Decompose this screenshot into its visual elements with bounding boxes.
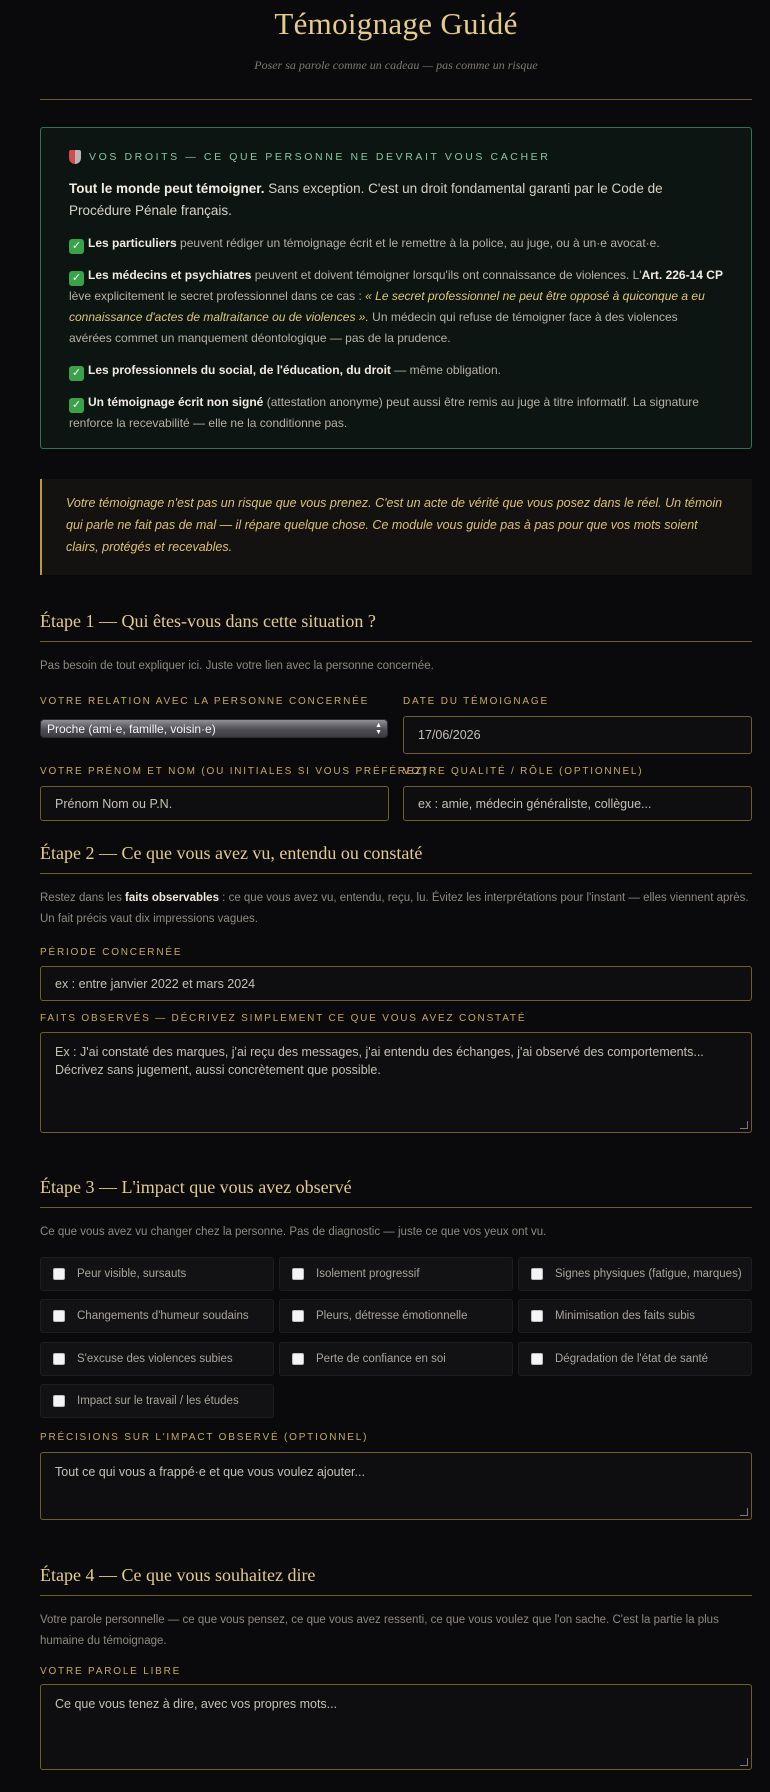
- check-icon: ✓: [69, 398, 84, 413]
- relation-select[interactable]: [40, 719, 388, 738]
- role-input[interactable]: ex : amie, médecin généraliste, collègue...: [403, 786, 752, 821]
- step-2-title: Étape 2 — Ce que vous avez vu, entendu ou constaté: [40, 843, 423, 863]
- step-divider: [40, 873, 752, 874]
- rights-lead-bold: Tout le monde peut témoigner.: [69, 181, 265, 196]
- rights-lead: [69, 178, 723, 222]
- impact-option-label: Dégradation de l'état de santé: [555, 1353, 709, 1365]
- role-label: VOTRE QUALITÉ / RÔLE (OPTIONNEL): [403, 766, 644, 777]
- rights-item: [69, 392, 723, 434]
- intro-text: Restez dans les: [40, 892, 126, 904]
- step-divider: [40, 1595, 752, 1596]
- rights-item: [69, 360, 723, 381]
- impact-details-placeholder: Tout ce qui vous a frappé·e et que vous voulez ajouter...: [55, 1465, 365, 1479]
- impact-option-label: Impact sur le travail / les études: [77, 1395, 239, 1407]
- resize-handle-icon[interactable]: [740, 1121, 748, 1129]
- checkbox[interactable]: [53, 1310, 65, 1322]
- rights-item-text: (attestation anonyme) peut aussi être remis au juge à titre informatif. La signature renforce la recevabilité — elle ne la conditionne pas.: [69, 395, 699, 430]
- free-word-label: VOTRE PAROLE LIBRE: [40, 1666, 182, 1677]
- impact-option-label: Isolement progressif: [316, 1268, 420, 1280]
- step-divider: [40, 1207, 752, 1208]
- facts-label: FAITS OBSERVÉS — DÉCRIVEZ SIMPLEMENT CE QUE VOUS AVEZ CONSTATÉ: [40, 1013, 527, 1024]
- impact-option[interactable]: [518, 1299, 752, 1333]
- rights-item-bold: Les médecins et psychiatres: [88, 268, 252, 282]
- rights-item-text: lève explicitement le secret professionnel dans ce cas :: [69, 289, 366, 303]
- step-divider: [40, 641, 752, 642]
- rights-panel: [40, 127, 752, 449]
- intro-bold: faits observables: [125, 892, 219, 904]
- impact-option-label: Signes physiques (fatigue, marques): [555, 1268, 742, 1280]
- free-word-placeholder: Ce que vous tenez à dire, avec vos propres mots...: [55, 1697, 338, 1711]
- facts-textarea[interactable]: [40, 1032, 752, 1133]
- step-2: [40, 843, 752, 1077]
- rights-item-text: Un médecin qui refuse de témoigner face à des violences avérées commet un manquement déontologique — pas de la prudence.: [69, 310, 678, 345]
- rights-item: [69, 265, 723, 349]
- impact-option[interactable]: [279, 1342, 513, 1376]
- resize-handle-icon[interactable]: [740, 1758, 748, 1766]
- impact-option-label: Changements d'humeur soudains: [77, 1310, 249, 1322]
- checkbox[interactable]: [531, 1310, 543, 1322]
- impact-option[interactable]: [518, 1257, 752, 1291]
- rights-item-bold: Les particuliers: [88, 236, 177, 250]
- date-label: DATE DU TÉMOIGNAGE: [403, 696, 549, 707]
- checkbox[interactable]: [531, 1268, 543, 1280]
- impact-option-label: Perte de confiance en soi: [316, 1353, 446, 1365]
- step-1: [40, 611, 752, 811]
- select-arrows-icon: ▲ ▼: [375, 722, 382, 736]
- rights-item: [69, 233, 723, 254]
- impact-option-label: S'excuse des violences subies: [77, 1353, 233, 1365]
- header-divider: [40, 99, 752, 100]
- intro-quote: Votre témoignage n'est pas un risque que vous prenez. C'est un acte de vérité que vous posez dans le réel. Un témoin qui parle ne fait pas de mal — il répare quelque chose. Ce module vous guide pas à pas pour que vos mots soient clairs, protégés et recevables.: [40, 479, 752, 575]
- checkbox[interactable]: [292, 1268, 304, 1280]
- date-input[interactable]: 17/06/2026: [403, 716, 752, 754]
- intro-text: : ce que vous avez vu, entendu, reçu, lu. Évitez les interprétations pour l'instant — elles viennent après. Un fait précis vaut dix impressions vagues.: [40, 892, 749, 925]
- impact-option[interactable]: [40, 1342, 274, 1376]
- rights-item-bold: Les professionnels du social, de l'éducation, du droit: [88, 363, 391, 377]
- shield-icon: [69, 150, 81, 164]
- rights-lead-text: Sans exception. C'est un droit fondamental garanti par le Code de Procédure Pénale français.: [69, 181, 663, 218]
- impact-option[interactable]: [40, 1384, 274, 1418]
- resize-handle-icon[interactable]: [740, 1508, 748, 1516]
- impact-details-label: PRÉCISIONS SUR L'IMPACT OBSERVÉ (OPTIONNEL): [40, 1432, 369, 1443]
- step-4-title: Étape 4 — Ce que vous souhaitez dire: [40, 1565, 316, 1585]
- step-4-intro: Votre parole personnelle — ce que vous pensez, ce que vous avez ressenti, ce que vous voulez que l'on sache. C'est la partie la plus humaine du témoignage.: [40, 1614, 719, 1647]
- rights-item-quote: « Le secret professionnel ne peut être opposé à quiconque a eu connaissance d'actes de maltraitance ou de violences ».: [69, 289, 705, 324]
- check-icon: ✓: [69, 271, 84, 286]
- checkbox[interactable]: [53, 1268, 65, 1280]
- impact-option[interactable]: [40, 1257, 274, 1291]
- rights-item-text: — même obligation.: [390, 363, 501, 377]
- step-2-intro: [40, 888, 752, 930]
- period-label: PÉRIODE CONCERNÉE: [40, 947, 183, 958]
- impact-option[interactable]: [518, 1342, 752, 1376]
- step-3-intro: Ce que vous avez vu changer chez la personne. Pas de diagnostic — juste ce que vos yeux ont vu.: [40, 1226, 547, 1238]
- checkbox[interactable]: [292, 1310, 304, 1322]
- impact-option-label: Peur visible, sursauts: [77, 1268, 187, 1280]
- step-1-title: Étape 1 — Qui êtes-vous dans cette situation ?: [40, 611, 376, 631]
- step-3-title: Étape 3 — L'impact que vous avez observé: [40, 1177, 352, 1197]
- relation-select-value: Proche (ami·e, famille, voisin·e): [47, 721, 216, 736]
- step-4: [40, 1565, 752, 1711]
- impact-option-label: Minimisation des faits subis: [555, 1310, 695, 1322]
- rights-heading: [69, 150, 723, 164]
- impact-option[interactable]: [279, 1257, 513, 1291]
- free-word-textarea[interactable]: [40, 1684, 752, 1770]
- step-3: [40, 1177, 752, 1479]
- rights-item-article: Art. 226-14 CP: [641, 268, 723, 282]
- name-input[interactable]: Prénom Nom ou P.N.: [40, 786, 389, 821]
- step-1-intro: Pas besoin de tout expliquer ici. Juste votre lien avec la personne concernée.: [40, 660, 434, 672]
- page-subtitle: Poser sa parole comme un cadeau — pas comme un risque: [254, 58, 538, 72]
- page-title: Témoignage Guidé: [274, 6, 518, 41]
- relation-label: VOTRE RELATION AVEC LA PERSONNE CONCERNÉE: [40, 696, 370, 707]
- checkbox[interactable]: [53, 1395, 65, 1407]
- checkbox[interactable]: [531, 1353, 543, 1365]
- rights-item-bold: Un témoignage écrit non signé: [88, 395, 264, 409]
- check-icon: ✓: [69, 366, 84, 381]
- impact-option-label: Pleurs, détresse émotionnelle: [316, 1310, 468, 1322]
- facts-placeholder: Ex : J'ai constaté des marques, j'ai reçu des messages, j'ai entendu des échanges, j'ai observé des comportements... Décrivez sans jugement, aussi concrètement que possible.: [55, 1045, 704, 1077]
- rights-item-text: peuvent et doivent témoigner lorsqu'ils ont connaissance de violences. L': [251, 268, 642, 282]
- checkbox[interactable]: [53, 1353, 65, 1365]
- impact-option[interactable]: [279, 1299, 513, 1333]
- period-input[interactable]: ex : entre janvier 2022 et mars 2024: [40, 966, 752, 1001]
- check-icon: ✓: [69, 239, 84, 254]
- name-label: VOTRE PRÉNOM ET NOM (OU INITIALES SI VOUS PRÉFÉREZ): [40, 766, 429, 777]
- checkbox[interactable]: [292, 1353, 304, 1365]
- rights-item-text: peuvent rédiger un témoignage écrit et le remettre à la police, au juge, ou à un·e avocat·e.: [176, 236, 660, 250]
- impact-option[interactable]: [40, 1299, 274, 1333]
- impact-details-textarea[interactable]: [40, 1452, 752, 1520]
- rights-heading-text: VOS DROITS — CE QUE PERSONNE NE DEVRAIT VOUS CACHER: [89, 151, 551, 163]
